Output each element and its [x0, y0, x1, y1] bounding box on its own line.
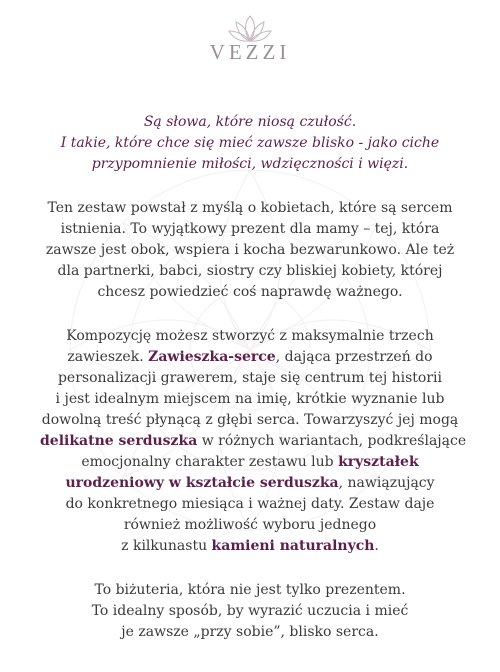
- product-description: [40, 112, 467, 643]
- text-line: i jest idealnym miejscem na imię, krótkie wyznanie lub: [55, 391, 445, 407]
- text-fragment: w różnych wariantach, podkreślające: [197, 433, 467, 449]
- text-fragment: emocjonalny charakter zestawu lub: [81, 454, 339, 470]
- text-fragment: zawieszek.: [67, 349, 149, 365]
- paragraph-recipients: [40, 198, 460, 303]
- paragraph-closing: [40, 580, 460, 643]
- text-line: istnienia. To wyjątkowy prezent dla mamy – tej, która: [60, 221, 440, 237]
- text-line: również możliwość wyboru jednego: [123, 517, 377, 533]
- text-fragment: , nawiązujący: [338, 475, 435, 491]
- text-line: je zawsze „przy sobie”, blisko serca.: [121, 624, 379, 640]
- text-line: chcesz powiedzieć coś naprawdę ważnego.: [97, 284, 403, 300]
- intro-line: I takie, które chce się mieć zawsze blisko - jako ciche: [60, 135, 440, 151]
- brand-logo: [0, 14, 500, 65]
- paragraph-composition: [40, 326, 467, 557]
- text-fragment: .: [374, 538, 379, 554]
- intro-line: Są słowa, które niosą czułość.: [143, 114, 357, 130]
- text-line: [40, 431, 467, 452]
- text-fragment: , dająca przestrzeń do: [275, 349, 433, 365]
- highlight-birthstone: urodzeniowy w kształcie serduszka: [65, 475, 339, 491]
- text-line: [40, 452, 460, 473]
- intro-paragraph: [40, 112, 460, 175]
- brand-name: VEZZI: [209, 40, 291, 64]
- text-line: do konkretnego miesiąca i ważnej daty. Zestaw daje: [65, 496, 435, 512]
- text-line: [40, 347, 460, 368]
- text-line: personalizacji grawerem, staje się centrum tej historii: [57, 370, 443, 386]
- text-line: [40, 536, 460, 557]
- text-line: Kompozycję możesz stworzyć z maksymalnie trzech: [66, 328, 434, 344]
- highlight-crystal: kryształek: [338, 454, 419, 470]
- text-line: To idealny sposób, by wyrazić uczucia i mieć: [91, 603, 409, 619]
- highlight-natural-stones: kamieni naturalnych: [211, 538, 375, 554]
- text-fragment: z kilkunastu: [121, 538, 212, 554]
- highlight-small-hearts: delikatne serduszka: [40, 433, 198, 449]
- text-line: dla partnerki, babci, siostry czy bliskiej kobiety, której: [57, 263, 443, 279]
- text-line: [40, 473, 460, 494]
- text-line: To biżuteria, która nie jest tylko prezentem.: [94, 582, 406, 598]
- intro-line: przypomnienie miłości, wdzięczności i więzi.: [91, 156, 409, 172]
- highlight-heart-pendant: Zawieszka-serce: [148, 349, 276, 365]
- text-line: zawsze jest obok, wspiera i kocha bezwarunkowo. Ale też: [45, 242, 455, 258]
- text-line: Ten zestaw powstał z myślą o kobietach, które są sercem: [47, 200, 453, 216]
- text-line: dowolną treść płynącą z głębi serca. Towarzyszyć jej mogą: [41, 412, 459, 428]
